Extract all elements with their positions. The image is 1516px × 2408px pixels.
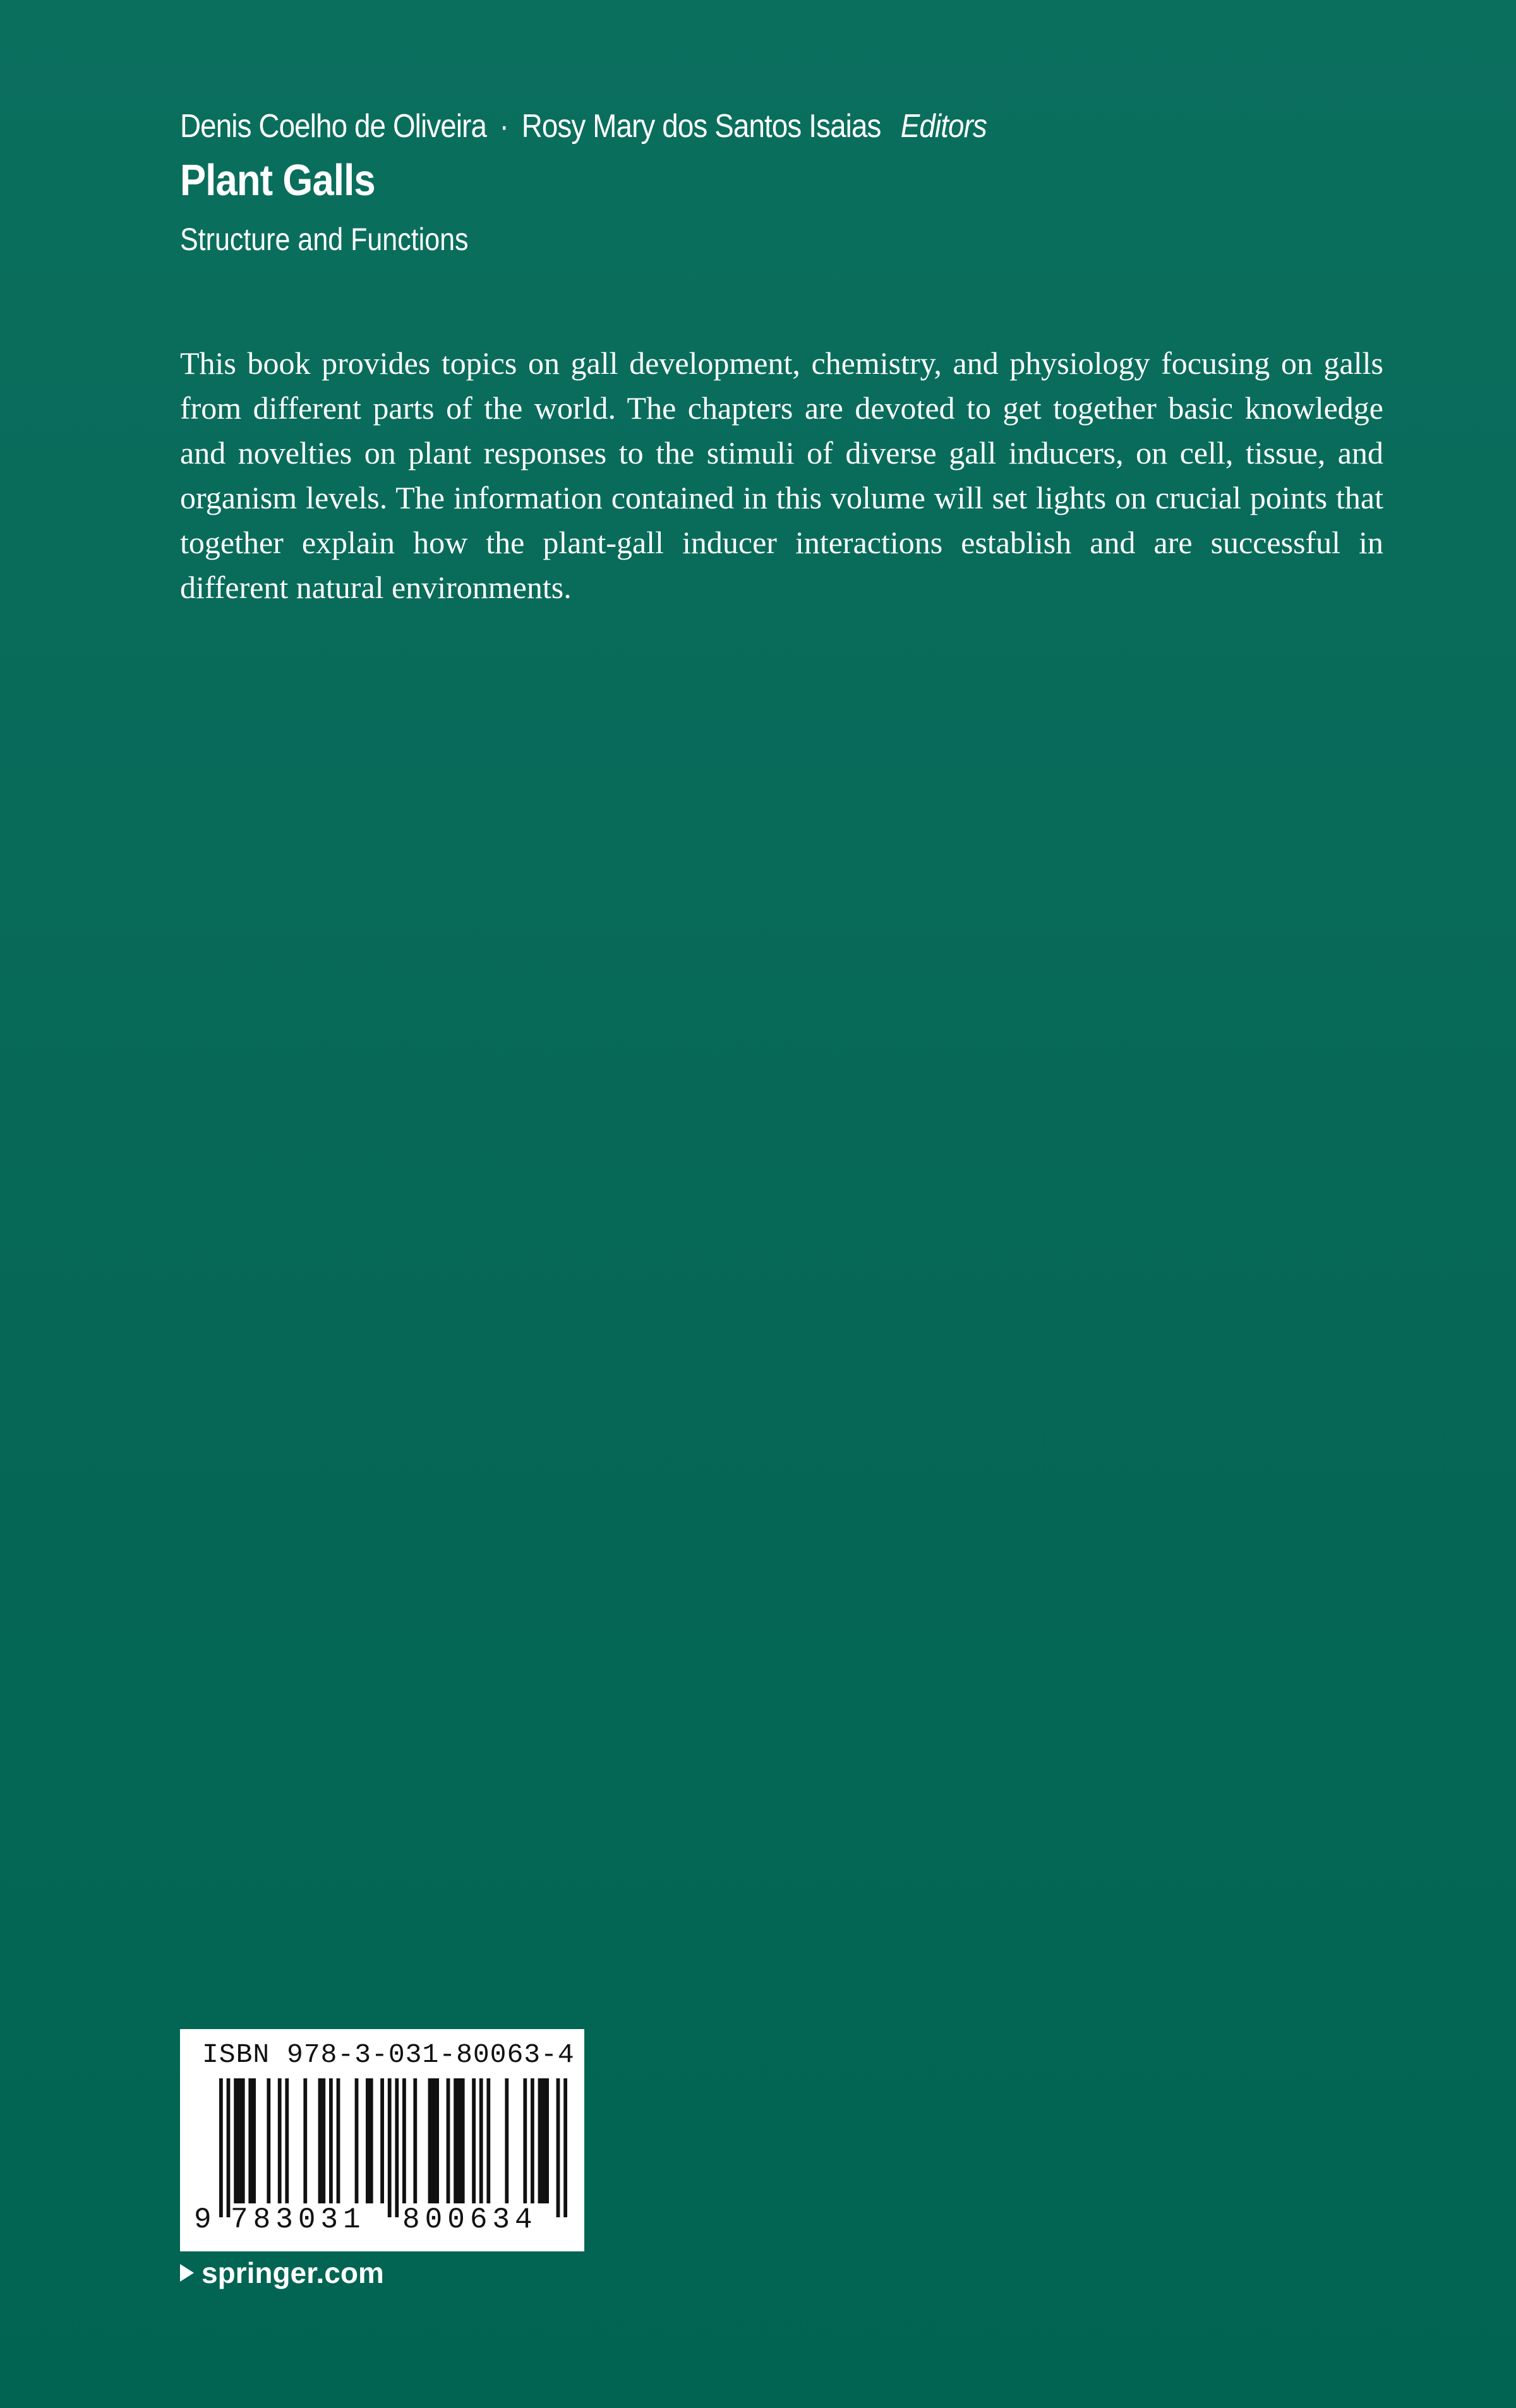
barcode-bar — [366, 2078, 373, 2203]
barcode-bar — [318, 2078, 326, 2203]
barcode-bar — [248, 2078, 256, 2203]
barcode-left-digits: 783031 — [231, 2203, 366, 2236]
barcode-bar — [278, 2078, 282, 2203]
barcode-bar — [234, 2078, 244, 2203]
barcode-bar — [428, 2078, 439, 2203]
barcode-bar — [479, 2078, 483, 2203]
barcode-bar — [531, 2078, 534, 2203]
barcode-bar — [380, 2078, 384, 2203]
triangle-right-icon — [180, 2264, 194, 2282]
editor-separator: · — [499, 108, 509, 145]
barcode-right-digits: 800634 — [402, 2203, 538, 2236]
barcode-bar — [402, 2078, 406, 2203]
isbn-number: ISBN 978-3-031-80063-4 — [202, 2039, 575, 2070]
barcode-bar — [447, 2078, 450, 2203]
editor-name: Denis Coelho de Oliveira — [180, 108, 487, 145]
book-subtitle: Structure and Functions — [180, 222, 469, 257]
barcode-guard-bar — [388, 2078, 392, 2217]
book-title: Plant Galls — [180, 155, 375, 205]
book-description: This book provides topics on gall development, chemistry, and physiology focusing on galls from different parts of the world. The chapters are devoted to get together basic knowledge and novelties on plant responses to the stimuli of diverse gall inducers, on cell, tissue, and organism levels. The information contained in this volume will set lights on crucial points that together explain how the plant-gall inducer interactions establish and are successful in different natural environments. — [180, 345, 1383, 605]
barcode-bar — [329, 2078, 333, 2203]
barcode-bar — [523, 2078, 527, 2203]
publisher-website[interactable]: springer.com — [202, 2256, 384, 2289]
editor-name: Rosy Mary dos Santos Isaias — [521, 108, 881, 145]
barcode-bar — [454, 2078, 464, 2203]
barcode-guard-bar — [563, 2078, 567, 2217]
publisher-website-link[interactable] — [180, 2256, 384, 2290]
barcode-bar — [505, 2078, 508, 2203]
barcode-bar — [538, 2078, 549, 2203]
barcode-digits — [180, 2203, 584, 2241]
barcode-guard-bar — [219, 2078, 223, 2217]
editors-line — [180, 107, 987, 145]
barcode-guard-bar — [227, 2078, 231, 2217]
barcode-bar — [472, 2078, 476, 2203]
barcode-first-digit: 9 — [194, 2203, 212, 2236]
barcode-guard-bar — [556, 2078, 560, 2217]
barcode-bar — [303, 2078, 307, 2203]
barcode-guard-bar — [395, 2078, 399, 2217]
isbn-barcode — [180, 2029, 584, 2251]
barcode-bar — [486, 2078, 490, 2203]
editors-role: Editors — [900, 108, 987, 145]
barcode-bar — [337, 2078, 340, 2203]
barcode-bar — [285, 2078, 289, 2203]
barcode-bar — [355, 2078, 359, 2203]
barcode-bar — [267, 2078, 270, 2203]
barcode-bar — [413, 2078, 417, 2203]
